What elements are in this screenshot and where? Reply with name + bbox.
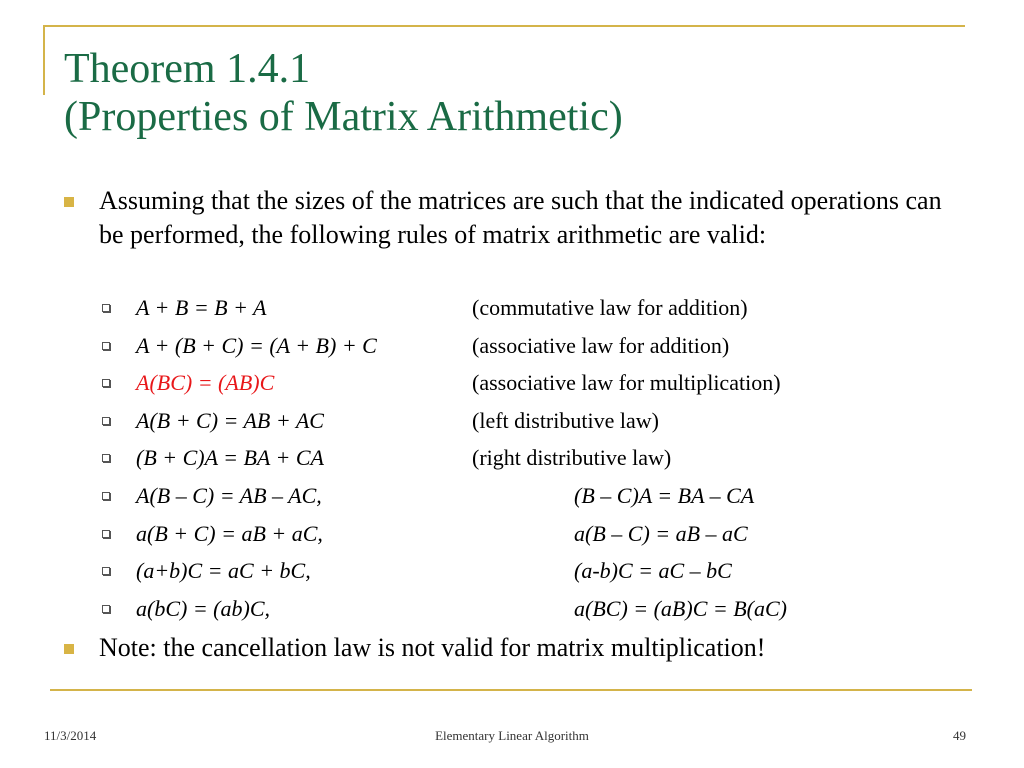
rule-row <box>0 364 1024 402</box>
footer-date: 11/3/2014 <box>44 728 97 743</box>
rule-row <box>0 439 1024 477</box>
page-number: 49 <box>953 728 966 743</box>
rule-formula: a(bC) = (ab)C, <box>136 595 270 621</box>
rule-description: (associative law for multiplication) <box>472 370 781 396</box>
note-paragraph: Note: the cancellation law is not valid for matrix multiplication! <box>99 633 766 662</box>
rule-formula: A + B = B + A <box>136 295 267 320</box>
rule-formula: A(B – C) = AB – AC, <box>136 482 322 508</box>
rule-formula-secondary: a(B – C) = aB – aC <box>574 520 748 546</box>
rule-formula: a(B + C) = aB + aC, <box>136 520 323 546</box>
rule-row <box>0 327 1024 365</box>
rule-formula: A(BC) = (AB)C <box>136 370 275 396</box>
rule-row <box>0 477 1024 515</box>
rule-description: (right distributive law) <box>472 445 672 471</box>
title-line-1: Theorem 1.4.1 <box>64 46 311 92</box>
frame-left-line <box>43 25 45 95</box>
frame-bottom-line <box>50 689 972 691</box>
hollow-square-bullet-icon <box>102 492 110 500</box>
rule-row <box>0 552 1024 590</box>
rule-row <box>0 289 1024 327</box>
rule-formula-secondary: (B – C)A = BA – CA <box>574 482 755 508</box>
hollow-square-bullet-icon <box>102 417 110 425</box>
hollow-square-bullet-icon <box>102 605 110 613</box>
square-bullet-icon <box>64 197 74 207</box>
rule-formula: A(B + C) = AB + AC <box>136 407 324 433</box>
rule-row <box>0 590 1024 628</box>
rule-description: (associative law for addition) <box>472 332 730 358</box>
intro-paragraph: Assuming that the sizes of the matrices are such that the indicated operations can be performed, the following rules of matrix arithmetic are valid: <box>99 186 942 249</box>
rule-formula: (B + C)A = BA + CA <box>136 445 324 471</box>
rule-row <box>0 402 1024 440</box>
hollow-square-bullet-icon <box>102 304 110 312</box>
rule-formula-secondary: (a-b)C = aC – bC <box>574 558 732 584</box>
hollow-square-bullet-icon <box>102 454 110 462</box>
rule-formula: (a+b)C = aC + bC, <box>136 558 311 584</box>
hollow-square-bullet-icon <box>102 530 110 538</box>
slide-title <box>64 45 623 141</box>
rule-row <box>0 515 1024 553</box>
footer-title: Elementary Linear Algorithm <box>435 728 589 743</box>
rules-list <box>0 289 1024 627</box>
square-bullet-icon <box>64 644 74 654</box>
rule-formula: A + (B + C) = (A + B) + C <box>136 332 377 358</box>
hollow-square-bullet-icon <box>102 379 110 387</box>
hollow-square-bullet-icon <box>102 342 110 350</box>
frame-top-line <box>43 25 965 27</box>
rule-description: (left distributive law) <box>472 407 659 433</box>
title-line-2: (Properties of Matrix Arithmetic) <box>64 94 623 140</box>
rule-formula-secondary: a(BC) = (aB)C = B(aC) <box>574 595 787 621</box>
rule-description: (commutative law for addition) <box>472 295 748 320</box>
hollow-square-bullet-icon <box>102 567 110 575</box>
